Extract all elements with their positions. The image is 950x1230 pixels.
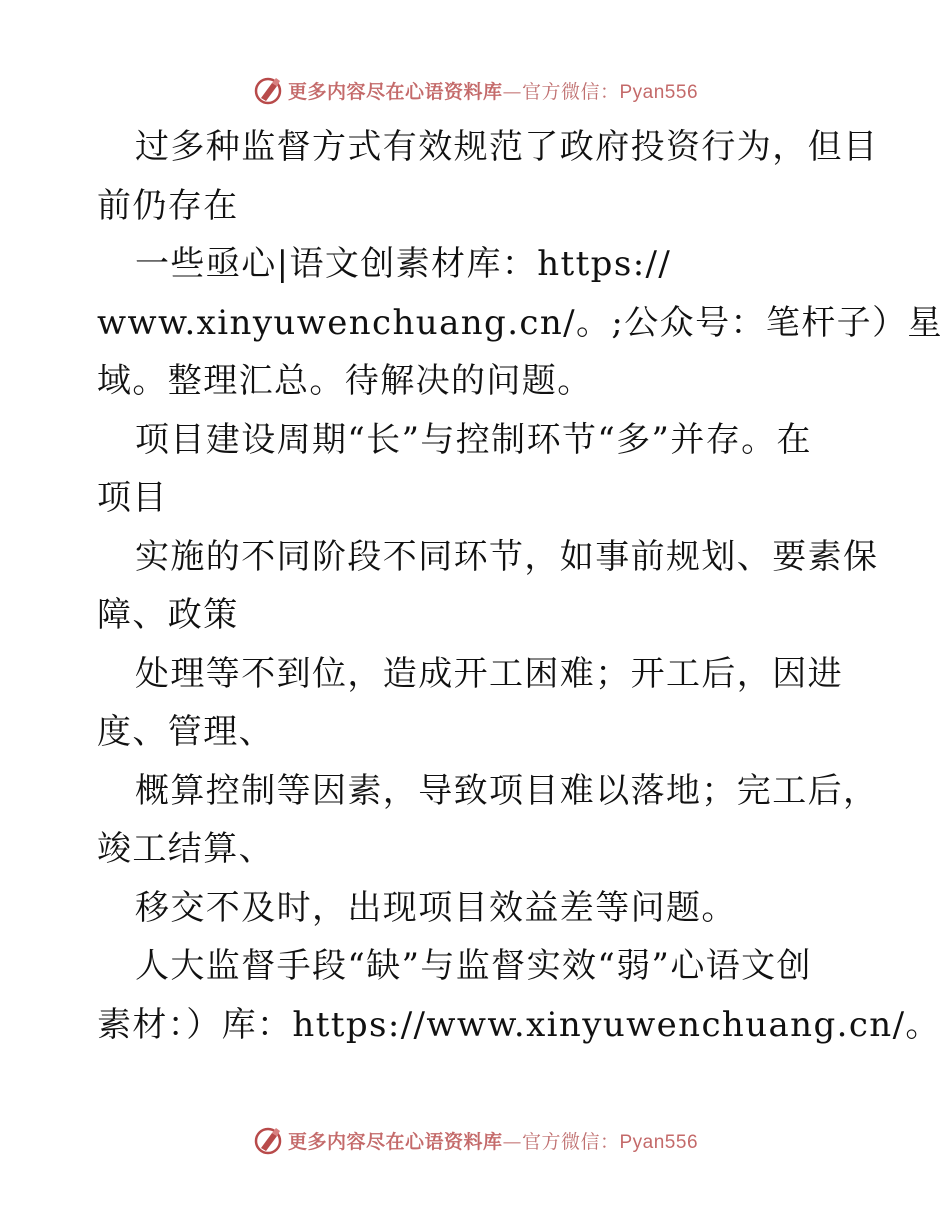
text-line: 障、政策 <box>97 595 239 635</box>
text-line: 项目 <box>97 478 168 518</box>
text-line: 处理等不到位，造成开工困难；开工后，因进 <box>135 653 843 694</box>
text-line: 项目建设周期“长”与控制环节“多”并存。在 <box>135 419 812 460</box>
footer-banner-text <box>288 1127 698 1154</box>
text-line: 概算控制等因素，导致项目难以落地；完工后， <box>135 770 879 811</box>
header-banner <box>0 70 950 110</box>
text-line: 人大监督手段“缺”与监督实效“弱”心语文创 <box>135 946 812 986</box>
text-line: 一些亟心|语文创素材库：https:// <box>135 244 672 284</box>
text-line: www.xinyuwenchuang.cn/。;公众号：笔杆子）星 <box>97 302 943 343</box>
banner-title: 更多内容尽在心语资料库 <box>287 80 503 103</box>
text-line: 过多种监督方式有效规范了政府投资行为，但目 <box>135 127 879 167</box>
text-line: 前仍存在 <box>97 185 239 226</box>
banner-separator: — <box>502 1130 522 1153</box>
text-line: 移交不及时，出现项目效益差等问题。 <box>135 887 737 928</box>
header-banner-text <box>288 77 698 104</box>
pen-nib-logo-icon <box>252 74 284 106</box>
text-line: 域。整理汇总。待解决的问题。 <box>97 361 593 401</box>
banner-title: 更多内容尽在心语资料库 <box>287 1130 503 1153</box>
text-line: 实施的不同阶段不同环节，如事前规划、要素保 <box>135 536 879 577</box>
banner-wechat-id: Pyan556 <box>619 1131 699 1153</box>
footer-banner <box>0 1120 950 1160</box>
banner-wechat-label: 官方微信： <box>521 1130 620 1153</box>
banner-wechat-id: Pyan556 <box>619 81 699 103</box>
text-line: 素材：）库：https://www.xinyuwenchuang.cn/。 <box>97 1004 941 1045</box>
pen-nib-logo-icon <box>252 1124 284 1156</box>
banner-separator: — <box>502 80 522 103</box>
text-line: 度、管理、 <box>97 712 274 752</box>
document-body <box>97 118 943 1054</box>
banner-wechat-label: 官方微信： <box>521 80 620 103</box>
text-line: 竣工结算、 <box>97 829 274 869</box>
